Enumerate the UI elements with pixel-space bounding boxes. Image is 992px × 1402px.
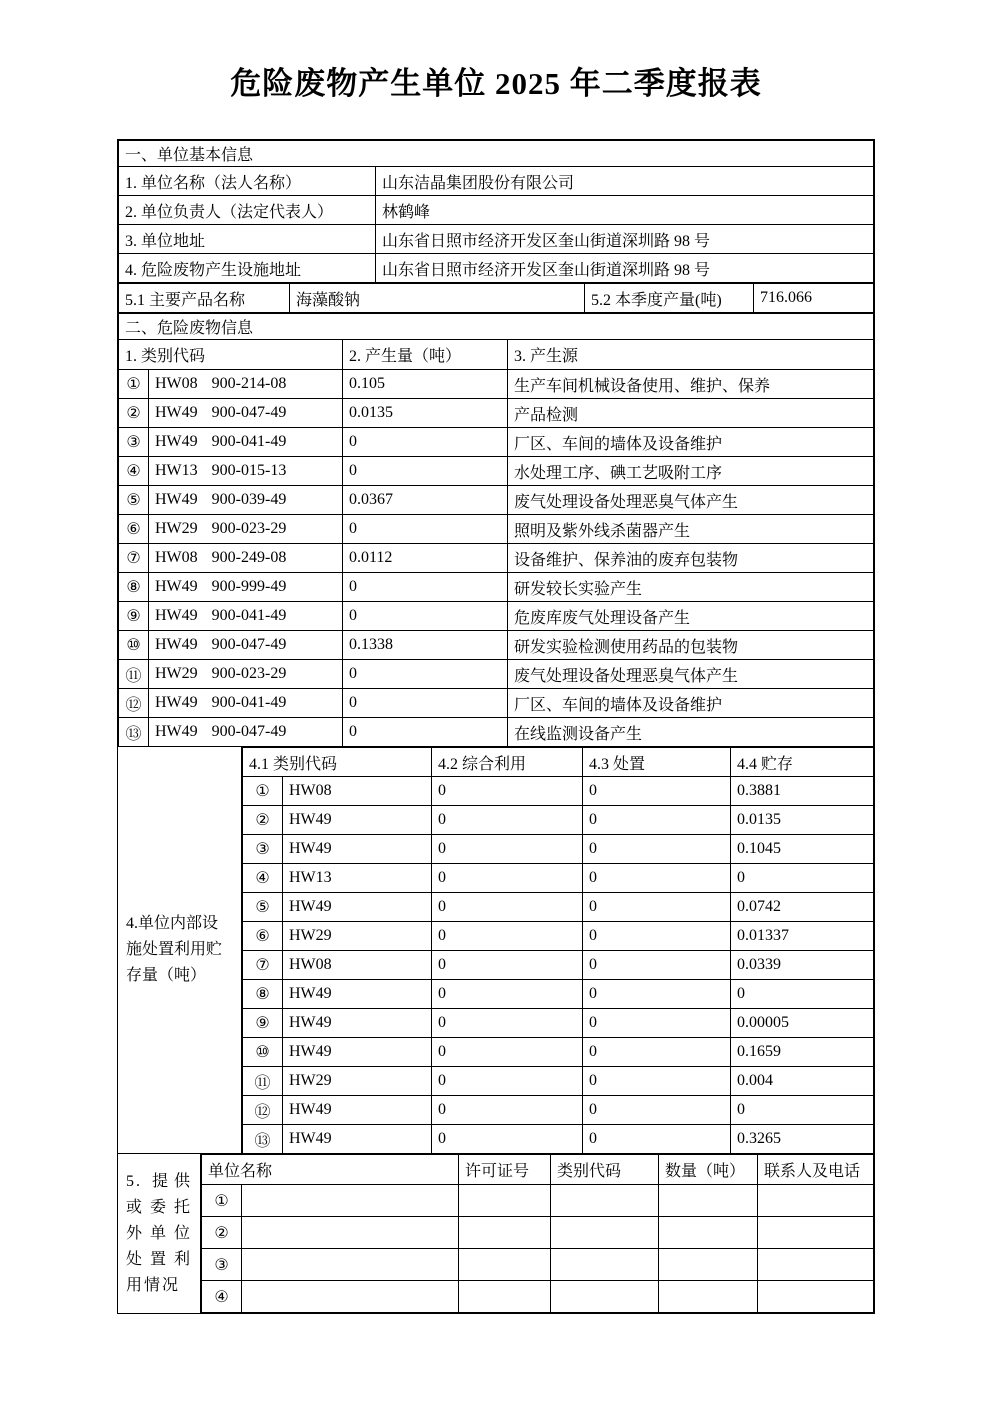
waste-code: 900-214-08	[211, 375, 287, 392]
report-form	[117, 139, 875, 1314]
waste-row	[119, 428, 874, 457]
external-contact-cell	[758, 1217, 874, 1249]
waste-row	[119, 573, 874, 602]
waste-row	[119, 544, 874, 573]
row-index: ①	[119, 370, 149, 399]
product-name-label: 5.1 主要产品名称	[119, 284, 290, 313]
document-title: 危险废物产生单位 2025 年二季度报表	[230, 66, 762, 101]
quarter-output-value: 716.066	[754, 284, 874, 313]
facility-row	[243, 806, 874, 835]
row-index: ②	[202, 1217, 242, 1249]
col-header-facility-class-code: 4.1 类别代码	[243, 748, 432, 777]
waste-source: 研发实验检测使用药品的包装物	[508, 631, 874, 660]
facility-store-amount: 0	[731, 864, 874, 893]
col-header-storage: 4.4 贮存	[731, 748, 874, 777]
waste-amount: 0	[343, 457, 508, 486]
waste-source: 厂区、车间的墙体及设备维护	[508, 689, 874, 718]
facility-row	[243, 1038, 874, 1067]
facility-dispose-amount: 0	[583, 864, 731, 893]
facility-store-amount: 0.3265	[731, 1125, 874, 1154]
facility-row	[243, 922, 874, 951]
waste-code-cell	[149, 428, 343, 457]
facility-row	[243, 951, 874, 980]
internal-facility-section	[118, 747, 874, 1154]
external-quantity-cell	[659, 1249, 758, 1281]
waste-info-table	[118, 313, 874, 747]
waste-amount: 0.0112	[343, 544, 508, 573]
facility-store-amount: 0.0135	[731, 806, 874, 835]
facility-use-amount: 0	[432, 864, 583, 893]
facility-dispose-amount: 0	[583, 922, 731, 951]
waste-amount: 0.0367	[343, 486, 508, 515]
facility-row	[243, 777, 874, 806]
waste-source: 研发较长实验产生	[508, 573, 874, 602]
row-index: ⑦	[119, 544, 149, 573]
row-index: ⑬	[119, 718, 149, 747]
waste-type: HW49	[155, 578, 198, 595]
facility-dispose-amount: 0	[583, 1009, 731, 1038]
facility-use-amount: 0	[432, 806, 583, 835]
row-index: ⑨	[243, 1009, 283, 1038]
waste-type: HW29	[155, 520, 198, 537]
waste-amount: 0.105	[343, 370, 508, 399]
waste-row	[119, 515, 874, 544]
waste-code: 900-249-08	[211, 549, 287, 566]
quarter-output-label: 5.2 本季度产量(吨)	[585, 284, 754, 313]
waste-code-cell	[149, 602, 343, 631]
facility-dispose-amount: 0	[583, 835, 731, 864]
field-label: 3. 单位地址	[119, 225, 376, 254]
facility-column-header-row	[243, 748, 874, 777]
row-index: ⑫	[243, 1096, 283, 1125]
external-contact-cell	[758, 1281, 874, 1313]
facility-waste-type: HW49	[283, 835, 432, 864]
facility-waste-type: HW49	[283, 1125, 432, 1154]
waste-code: 900-039-49	[211, 491, 287, 508]
facility-use-amount: 0	[432, 1038, 583, 1067]
waste-type: HW08	[155, 375, 198, 392]
section2-header-row	[119, 314, 874, 340]
external-class-code-cell	[551, 1249, 659, 1281]
row-index: ②	[119, 399, 149, 428]
product-row	[119, 284, 874, 313]
facility-store-amount: 0	[731, 1096, 874, 1125]
facility-dispose-amount: 0	[583, 1125, 731, 1154]
external-row	[202, 1281, 874, 1313]
waste-code-cell	[149, 370, 343, 399]
facility-waste-type: HW29	[283, 1067, 432, 1096]
waste-code: 900-047-49	[211, 404, 287, 421]
waste-type: HW49	[155, 607, 198, 624]
waste-source: 生产车间机械设备使用、维护、保养	[508, 370, 874, 399]
row-index: ⑧	[119, 573, 149, 602]
facility-use-amount: 0	[432, 777, 583, 806]
basic-info-row	[119, 254, 874, 283]
facility-store-amount: 0	[731, 980, 874, 1009]
facility-waste-type: HW49	[283, 806, 432, 835]
facility-use-amount: 0	[432, 1096, 583, 1125]
waste-code: 900-041-49	[211, 694, 287, 711]
internal-facility-table	[242, 747, 874, 1154]
facility-use-amount: 0	[432, 1125, 583, 1154]
external-disposal-section	[118, 1154, 874, 1313]
waste-type: HW13	[155, 462, 198, 479]
external-class-code-cell	[551, 1217, 659, 1249]
facility-store-amount: 0.1659	[731, 1038, 874, 1067]
facility-dispose-amount: 0	[583, 777, 731, 806]
external-class-code-cell	[551, 1281, 659, 1313]
external-license-cell	[459, 1249, 551, 1281]
row-index: ⑤	[119, 486, 149, 515]
facility-use-amount: 0	[432, 893, 583, 922]
section4-label: 4.单位内部设施处置利用贮存量（吨）	[118, 747, 242, 1154]
row-index: ⑪	[243, 1067, 283, 1096]
col-header-quantity: 数量（吨）	[659, 1155, 758, 1185]
waste-code: 900-041-49	[211, 433, 287, 450]
waste-code-cell	[149, 718, 343, 747]
facility-use-amount: 0	[432, 980, 583, 1009]
row-index: ②	[243, 806, 283, 835]
col-header-license-no: 许可证号	[459, 1155, 551, 1185]
facility-row	[243, 893, 874, 922]
waste-row	[119, 689, 874, 718]
waste-amount: 0	[343, 689, 508, 718]
section2-header: 二、危险废物信息	[119, 314, 874, 340]
external-column-header-row	[202, 1155, 874, 1185]
waste-amount: 0	[343, 718, 508, 747]
col-header-unit-name: 单位名称	[202, 1155, 459, 1185]
waste-type: HW49	[155, 694, 198, 711]
waste-source: 设备维护、保养油的废弃包装物	[508, 544, 874, 573]
waste-row	[119, 457, 874, 486]
field-value: 林鹤峰	[376, 196, 874, 225]
row-index: ⑫	[119, 689, 149, 718]
external-quantity-cell	[659, 1217, 758, 1249]
waste-amount: 0.0135	[343, 399, 508, 428]
external-contact-cell	[758, 1185, 874, 1217]
facility-store-amount: 0.00005	[731, 1009, 874, 1038]
basic-info-row	[119, 196, 874, 225]
facility-use-amount: 0	[432, 1067, 583, 1096]
facility-use-amount: 0	[432, 922, 583, 951]
waste-column-header-row	[119, 340, 874, 370]
facility-waste-type: HW49	[283, 1038, 432, 1067]
field-value: 山东洁晶集团股份有限公司	[376, 167, 874, 196]
facility-row	[243, 835, 874, 864]
waste-type: HW49	[155, 723, 198, 740]
facility-waste-type: HW29	[283, 922, 432, 951]
waste-source: 水处理工序、碘工艺吸附工序	[508, 457, 874, 486]
waste-type: HW49	[155, 433, 198, 450]
external-class-code-cell	[551, 1185, 659, 1217]
facility-dispose-amount: 0	[583, 893, 731, 922]
row-index: ①	[243, 777, 283, 806]
row-index: ⑪	[119, 660, 149, 689]
row-index: ⑬	[243, 1125, 283, 1154]
waste-row	[119, 718, 874, 747]
facility-row	[243, 1125, 874, 1154]
facility-use-amount: 0	[432, 1009, 583, 1038]
field-label: 1. 单位名称（法人名称）	[119, 167, 376, 196]
external-quantity-cell	[659, 1281, 758, 1313]
row-index: ①	[202, 1185, 242, 1217]
external-contact-cell	[758, 1249, 874, 1281]
waste-code-cell	[149, 660, 343, 689]
row-index: ⑨	[119, 602, 149, 631]
waste-source: 废气处理设备处理恶臭气体产生	[508, 660, 874, 689]
section1-header-row	[119, 141, 874, 167]
waste-source: 照明及紫外线杀菌器产生	[508, 515, 874, 544]
row-index: ④	[119, 457, 149, 486]
waste-code: 900-023-29	[211, 665, 287, 682]
facility-waste-type: HW08	[283, 777, 432, 806]
row-index: ⑩	[243, 1038, 283, 1067]
waste-source: 厂区、车间的墙体及设备维护	[508, 428, 874, 457]
facility-use-amount: 0	[432, 951, 583, 980]
waste-type: HW49	[155, 404, 198, 421]
facility-row	[243, 1067, 874, 1096]
waste-source: 在线监测设备产生	[508, 718, 874, 747]
waste-type: HW08	[155, 549, 198, 566]
facility-dispose-amount: 0	[583, 980, 731, 1009]
waste-amount: 0	[343, 573, 508, 602]
facility-store-amount: 0.3881	[731, 777, 874, 806]
facility-waste-type: HW49	[283, 893, 432, 922]
facility-dispose-amount: 0	[583, 1038, 731, 1067]
facility-dispose-amount: 0	[583, 1096, 731, 1125]
col-header-comprehensive-use: 4.2 综合利用	[432, 748, 583, 777]
external-row	[202, 1249, 874, 1281]
basic-info-row	[119, 167, 874, 196]
facility-row	[243, 864, 874, 893]
external-row	[202, 1185, 874, 1217]
facility-waste-type: HW49	[283, 1096, 432, 1125]
facility-store-amount: 0.01337	[731, 922, 874, 951]
row-index: ③	[119, 428, 149, 457]
facility-dispose-amount: 0	[583, 951, 731, 980]
external-unit-name-cell	[242, 1249, 459, 1281]
facility-store-amount: 0.0742	[731, 893, 874, 922]
col-header-contact: 联系人及电话	[758, 1155, 874, 1185]
facility-row	[243, 1096, 874, 1125]
row-index: ⑥	[119, 515, 149, 544]
waste-code-cell	[149, 486, 343, 515]
facility-waste-type: HW08	[283, 951, 432, 980]
col-header-disposal: 4.3 处置	[583, 748, 731, 777]
field-label: 2. 单位负责人（法定代表人）	[119, 196, 376, 225]
external-unit-name-cell	[242, 1185, 459, 1217]
row-index: ③	[202, 1249, 242, 1281]
facility-use-amount: 0	[432, 835, 583, 864]
col-header-class-code: 1. 类别代码	[119, 340, 343, 370]
facility-waste-type: HW49	[283, 1009, 432, 1038]
facility-store-amount: 0.0339	[731, 951, 874, 980]
basic-info-row	[119, 225, 874, 254]
product-row-table	[118, 283, 874, 313]
external-unit-name-cell	[242, 1281, 459, 1313]
waste-source: 产品检测	[508, 399, 874, 428]
field-value: 山东省日照市经济开发区奎山街道深圳路 98 号	[376, 254, 874, 283]
col-header-class-code: 类别代码	[551, 1155, 659, 1185]
waste-type: HW29	[155, 665, 198, 682]
row-index: ⑧	[243, 980, 283, 1009]
waste-row	[119, 602, 874, 631]
product-name-value: 海藻酸钠	[290, 284, 585, 313]
waste-source: 废气处理设备处理恶臭气体产生	[508, 486, 874, 515]
field-value: 山东省日照市经济开发区奎山街道深圳路 98 号	[376, 225, 874, 254]
waste-amount: 0	[343, 515, 508, 544]
waste-code-cell	[149, 544, 343, 573]
waste-code-cell	[149, 631, 343, 660]
waste-code: 900-047-49	[211, 723, 287, 740]
row-index: ⑩	[119, 631, 149, 660]
waste-code-cell	[149, 515, 343, 544]
waste-amount: 0	[343, 602, 508, 631]
waste-source: 危废库废气处理设备产生	[508, 602, 874, 631]
waste-row	[119, 631, 874, 660]
waste-code-cell	[149, 573, 343, 602]
waste-code: 900-041-49	[211, 607, 287, 624]
row-index: ④	[202, 1281, 242, 1313]
waste-code-cell	[149, 457, 343, 486]
waste-code: 900-999-49	[211, 578, 287, 595]
col-header-source: 3. 产生源	[508, 340, 874, 370]
waste-type: HW49	[155, 636, 198, 653]
facility-dispose-amount: 0	[583, 1067, 731, 1096]
field-label: 4. 危险废物产生设施地址	[119, 254, 376, 283]
waste-code: 900-023-29	[211, 520, 287, 537]
waste-code: 900-047-49	[211, 636, 287, 653]
row-index: ⑦	[243, 951, 283, 980]
waste-amount: 0.1338	[343, 631, 508, 660]
waste-code-cell	[149, 399, 343, 428]
waste-code-cell	[149, 689, 343, 718]
waste-amount: 0	[343, 428, 508, 457]
facility-dispose-amount: 0	[583, 806, 731, 835]
waste-amount: 0	[343, 660, 508, 689]
waste-row	[119, 370, 874, 399]
facility-waste-type: HW49	[283, 980, 432, 1009]
waste-row	[119, 399, 874, 428]
external-row	[202, 1217, 874, 1249]
facility-store-amount: 0.004	[731, 1067, 874, 1096]
external-license-cell	[459, 1281, 551, 1313]
row-index: ③	[243, 835, 283, 864]
waste-type: HW49	[155, 491, 198, 508]
facility-waste-type: HW13	[283, 864, 432, 893]
facility-store-amount: 0.1045	[731, 835, 874, 864]
section5-label: 5. 提供或委托外单位处置利用情况	[118, 1154, 201, 1313]
waste-row	[119, 660, 874, 689]
waste-code: 900-015-13	[211, 462, 287, 479]
row-index: ④	[243, 864, 283, 893]
external-unit-name-cell	[242, 1217, 459, 1249]
external-disposal-table	[201, 1154, 874, 1313]
section1-header: 一、单位基本信息	[119, 141, 874, 167]
external-license-cell	[459, 1217, 551, 1249]
basic-info-table	[118, 140, 874, 283]
row-index: ⑥	[243, 922, 283, 951]
waste-row	[119, 486, 874, 515]
facility-row	[243, 1009, 874, 1038]
col-header-amount: 2. 产生量（吨）	[343, 340, 508, 370]
external-quantity-cell	[659, 1185, 758, 1217]
external-license-cell	[459, 1185, 551, 1217]
facility-row	[243, 980, 874, 1009]
row-index: ⑤	[243, 893, 283, 922]
